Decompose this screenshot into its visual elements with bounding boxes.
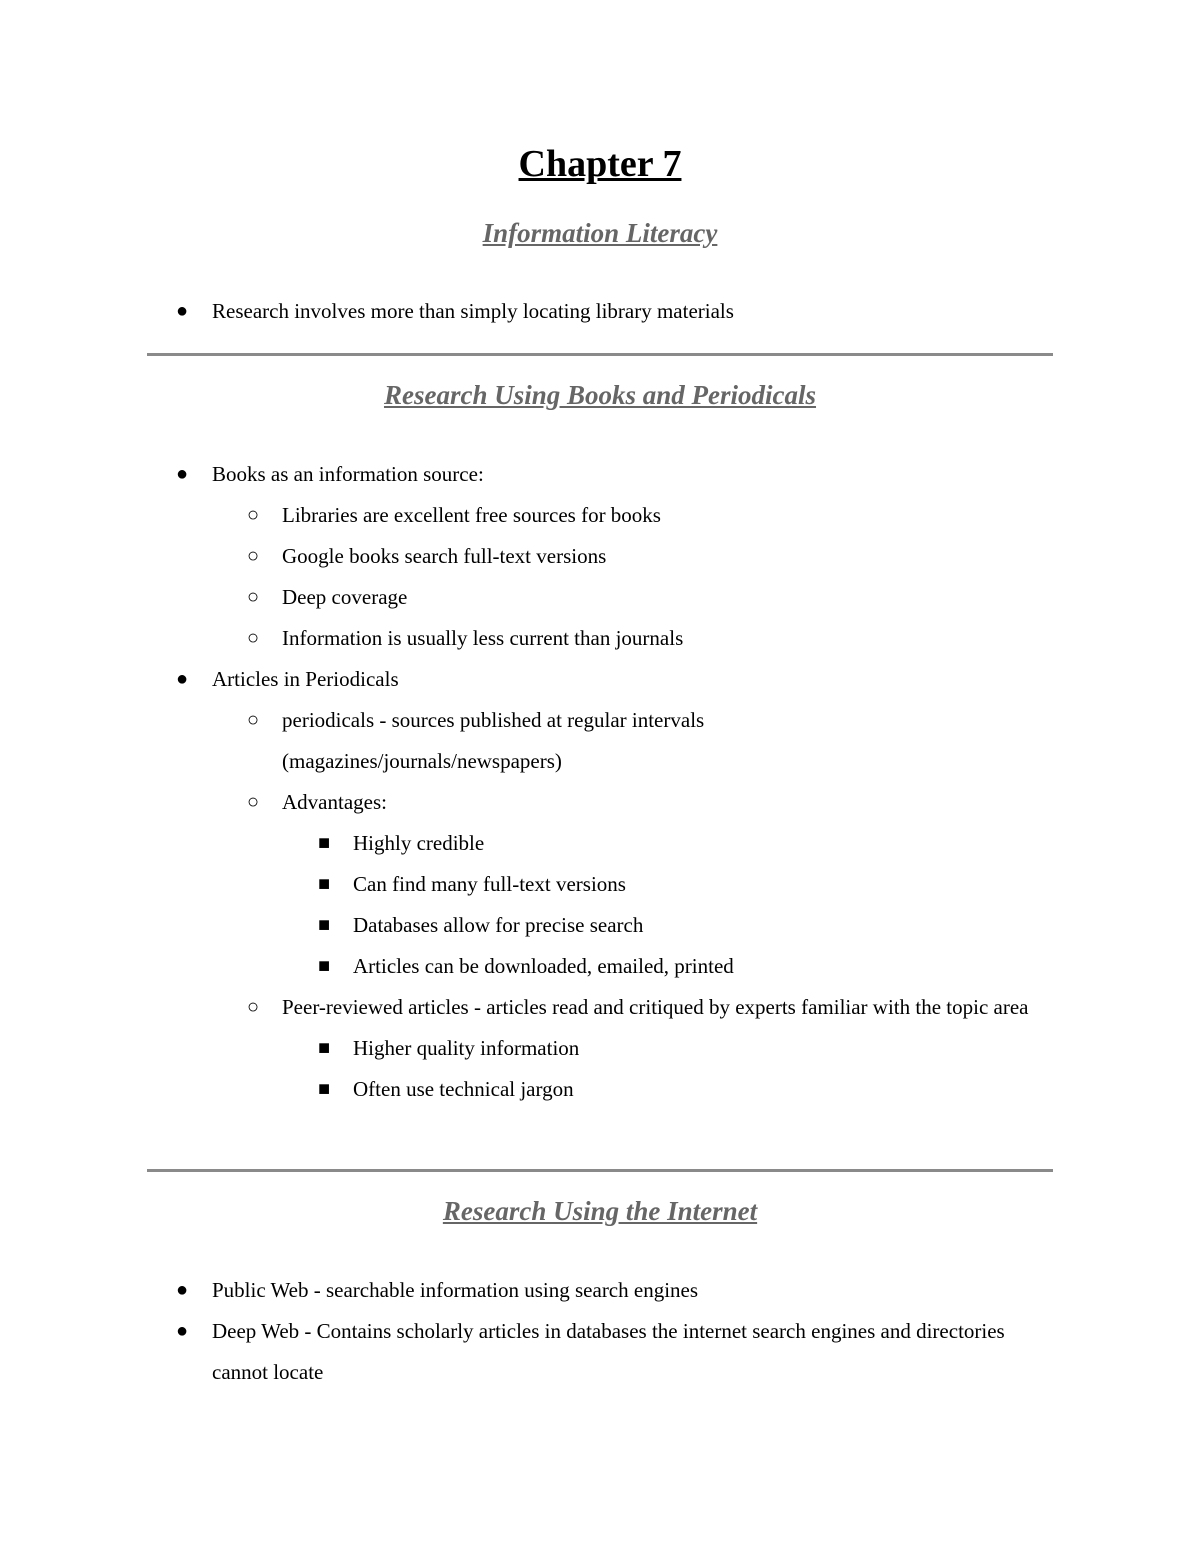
- list-item: ● Deep Web - Contains scholarly articles in databases the internet search engines and directories cannot locate: [0, 1311, 1200, 1393]
- section-list-internet: [0, 1270, 1200, 1393]
- list-item: ● Public Web - searchable information using search engines: [0, 1270, 1200, 1311]
- list-item: ○ Advantages:: [0, 782, 1200, 823]
- list-item: ○ Google books search full-text versions: [0, 536, 1200, 577]
- bullet-circle-icon: ○: [247, 545, 260, 567]
- bullet-square-icon: ■: [318, 1078, 331, 1100]
- list-item: ○ Deep coverage: [0, 577, 1200, 618]
- list-item: ● Books as an information source:: [0, 454, 1200, 495]
- section-heading-information-literacy: Information Literacy: [482, 218, 718, 248]
- list-item: ■ Articles can be downloaded, emailed, printed: [0, 946, 1200, 987]
- bullet-dot-icon: ●: [176, 463, 189, 485]
- list-item: ■ Highly credible: [0, 823, 1200, 864]
- bullet-square-icon: ■: [318, 832, 331, 854]
- list-item: ● Research involves more than simply locating library materials: [0, 291, 1200, 332]
- list-item: ■ Often use technical jargon: [0, 1069, 1200, 1110]
- section-divider: [147, 1169, 1053, 1172]
- section-heading-books-periodicals: Research Using Books and Periodicals: [383, 380, 817, 410]
- bullet-dot-icon: ●: [176, 1320, 189, 1342]
- bullet-circle-icon: ○: [247, 996, 260, 1018]
- page-title: Chapter 7: [518, 143, 682, 185]
- bullet-dot-icon: ●: [176, 300, 189, 322]
- list-item: ○ Information is usually less current than journals: [0, 618, 1200, 659]
- section-heading-internet: Research Using the Internet: [442, 1196, 758, 1226]
- section-divider: [147, 353, 1053, 356]
- list-item: ○ Libraries are excellent free sources for books: [0, 495, 1200, 536]
- bullet-square-icon: ■: [318, 873, 331, 895]
- bullet-square-icon: ■: [318, 955, 331, 977]
- list-item: ■ Higher quality information: [0, 1028, 1200, 1069]
- list-item: ● Articles in Periodicals: [0, 659, 1200, 700]
- bullet-dot-icon: ●: [176, 668, 189, 690]
- section-list-books-periodicals: [0, 454, 1200, 1110]
- list-item: ■ Can find many full-text versions: [0, 864, 1200, 905]
- section-list-information-literacy: [0, 291, 1200, 332]
- list-item: ○ Peer-reviewed articles - articles read and critiqued by experts familiar with the topic area: [0, 987, 1200, 1028]
- bullet-square-icon: ■: [318, 914, 331, 936]
- list-item: ○ periodicals - sources published at regular intervals (magazines/journals/newspapers): [0, 700, 1200, 782]
- bullet-circle-icon: ○: [247, 586, 260, 608]
- bullet-square-icon: ■: [318, 1037, 331, 1059]
- list-item: ■ Databases allow for precise search: [0, 905, 1200, 946]
- bullet-circle-icon: ○: [247, 504, 260, 526]
- bullet-circle-icon: ○: [247, 791, 260, 813]
- bullet-circle-icon: ○: [247, 709, 260, 731]
- bullet-circle-icon: ○: [247, 627, 260, 649]
- bullet-dot-icon: ●: [176, 1279, 189, 1301]
